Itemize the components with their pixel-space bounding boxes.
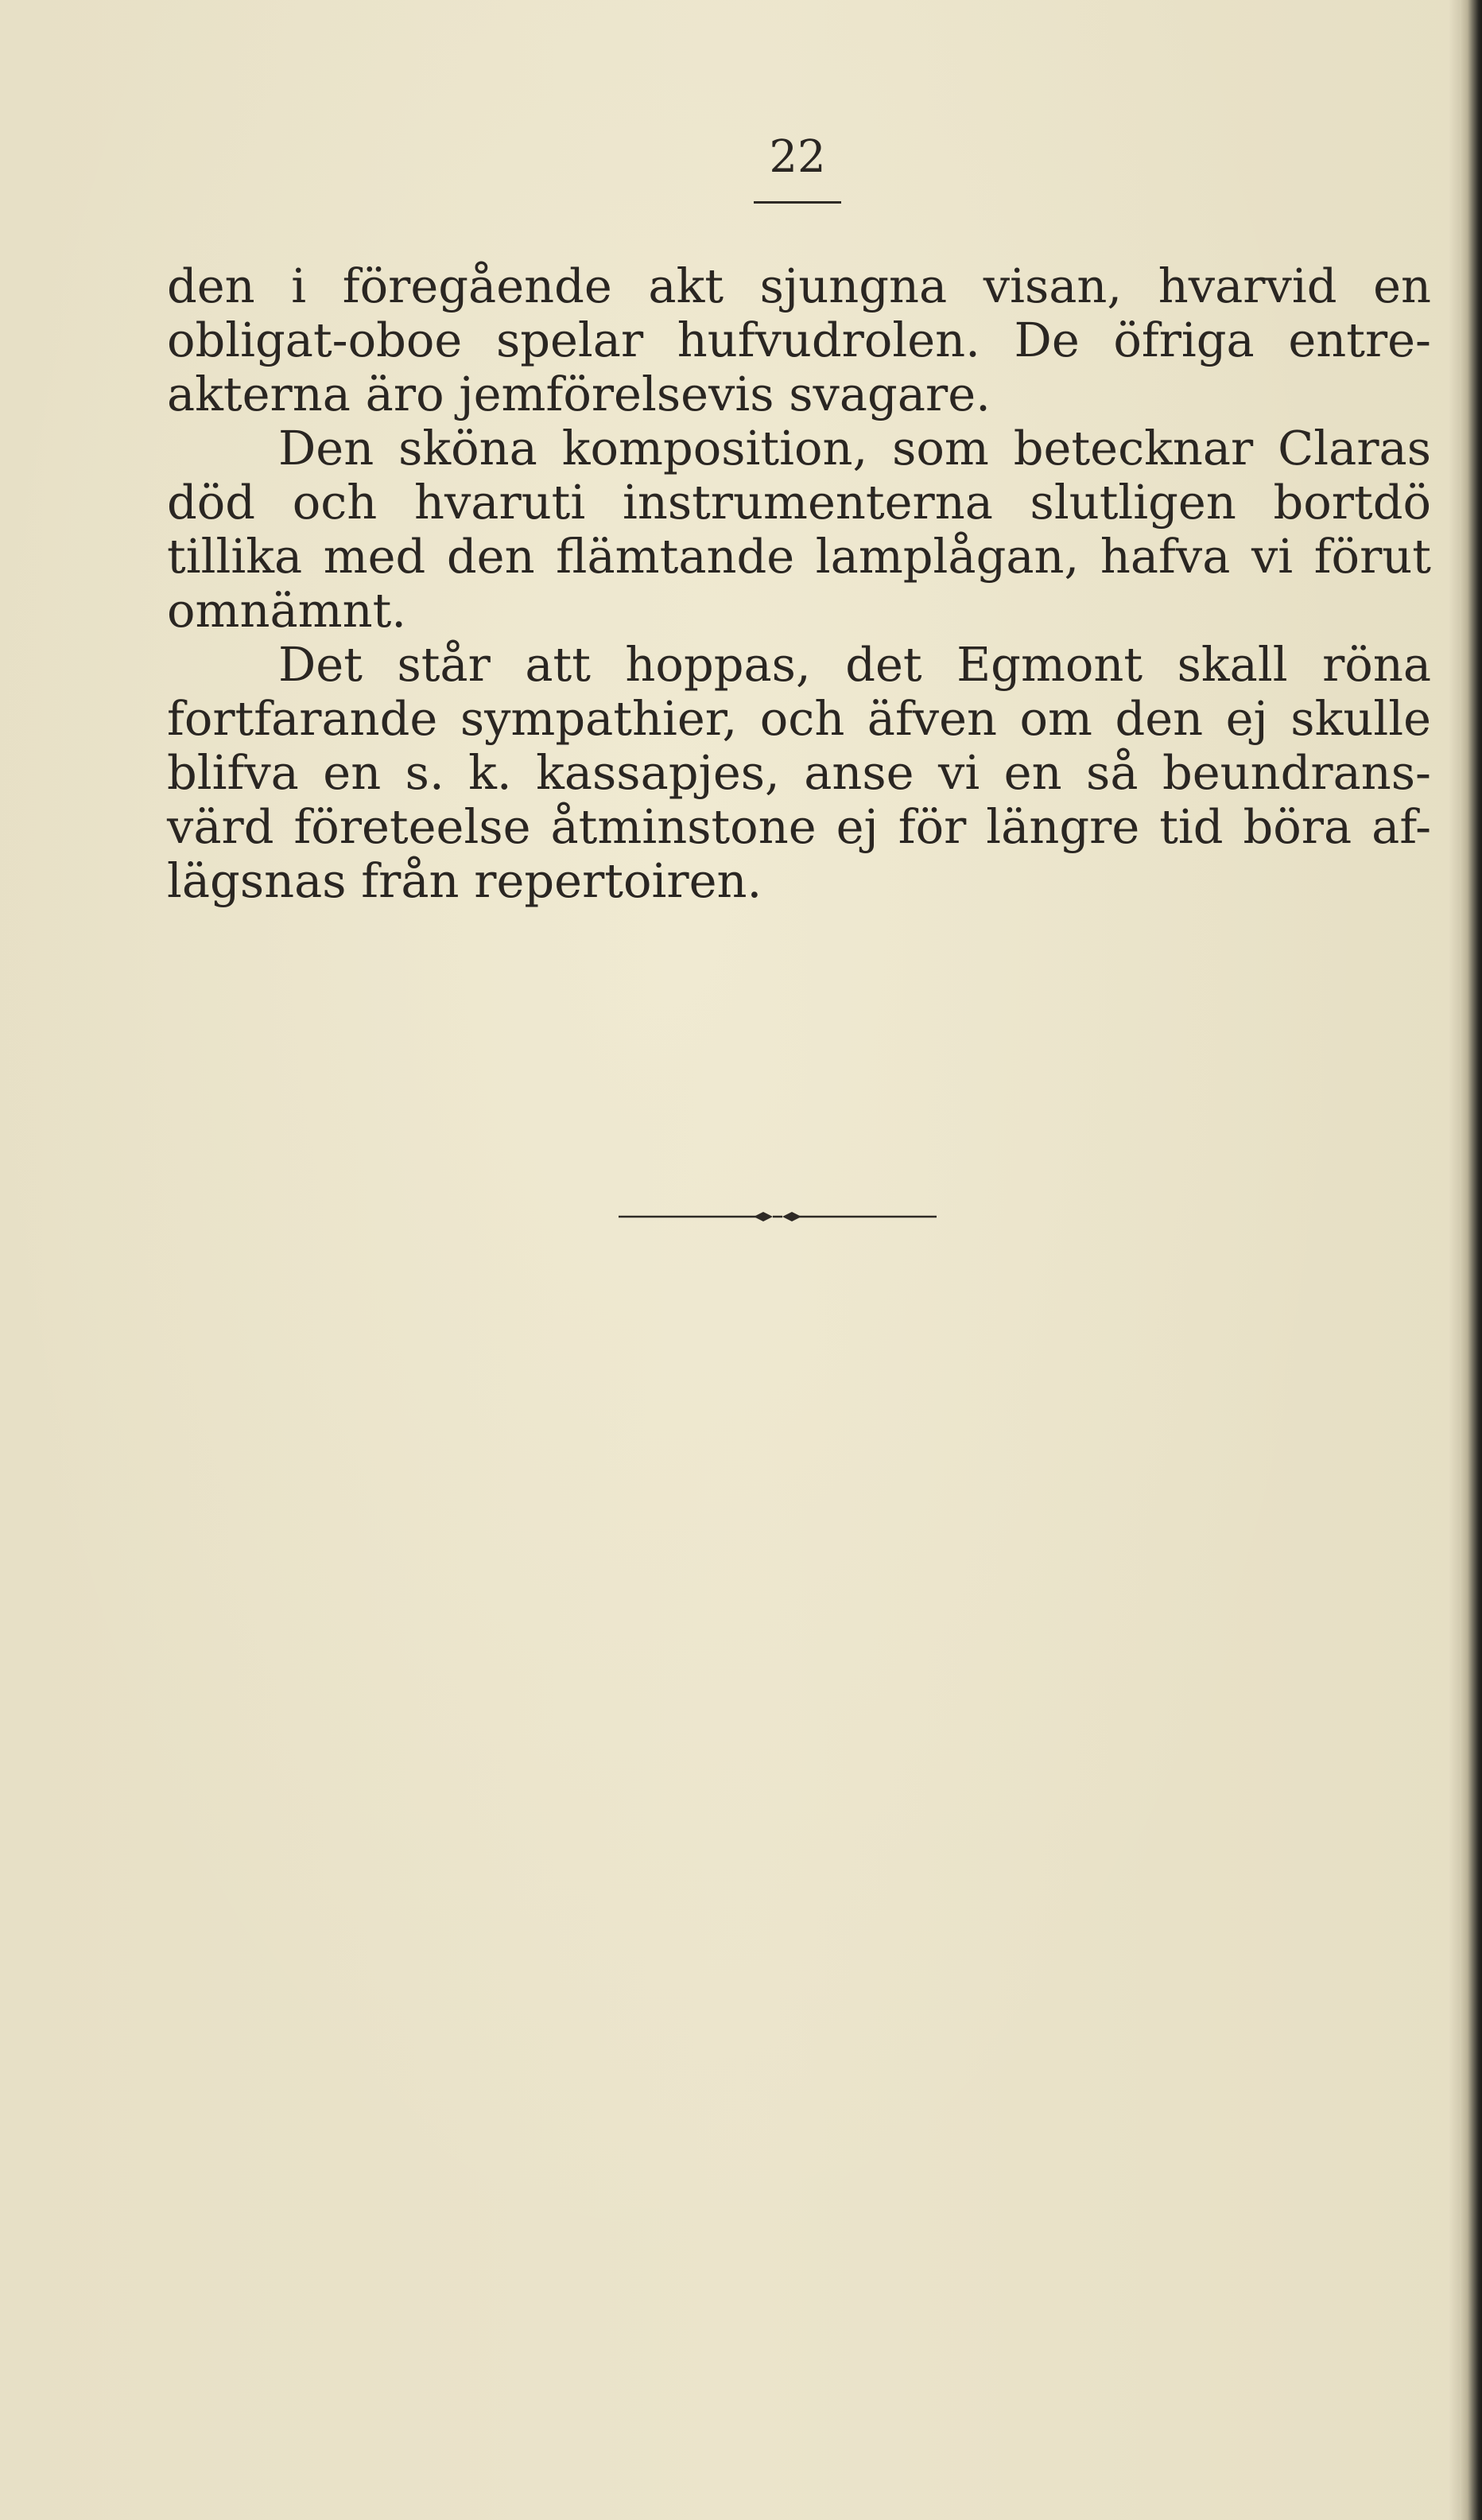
text-line: lägsnas från repertoiren. [167, 853, 762, 908]
text-line: blifva en s. k. kassapjes, anse vi en så beundrans- [167, 745, 1431, 800]
text-line: omnämnt. [167, 583, 407, 638]
text-line: värd företeelse åtminstone ej för längre tid böra af- [167, 799, 1431, 854]
text-line: fortfarande sympathier, och äfven om den ej skulle [167, 691, 1431, 746]
book-spine-edge [1460, 0, 1482, 2520]
text-line: Den sköna komposition, som betecknar Claras [278, 421, 1431, 476]
text-line: Det står att hoppas, det Egmont skall röna [278, 637, 1431, 692]
text-line: obligat-oboe spelar hufvudrolen. De öfriga entre- [167, 313, 1431, 367]
page-edge-shadow [1449, 0, 1460, 2520]
page-number-rule [754, 201, 841, 204]
body-text [167, 259, 1431, 908]
text-line: död och hvaruti instrumenterna slutligen bortdö [167, 475, 1431, 530]
text-line: akterna äro jemförelsevis svagare. [167, 367, 991, 421]
text-line: tillika med den flämtande lamplågan, hafva vi förut [167, 529, 1431, 584]
page-number: 22 [769, 131, 826, 183]
section-end-ornament-icon [619, 1209, 937, 1225]
text-line: den i föregående akt sjungna visan, hvarvid en [167, 258, 1431, 313]
